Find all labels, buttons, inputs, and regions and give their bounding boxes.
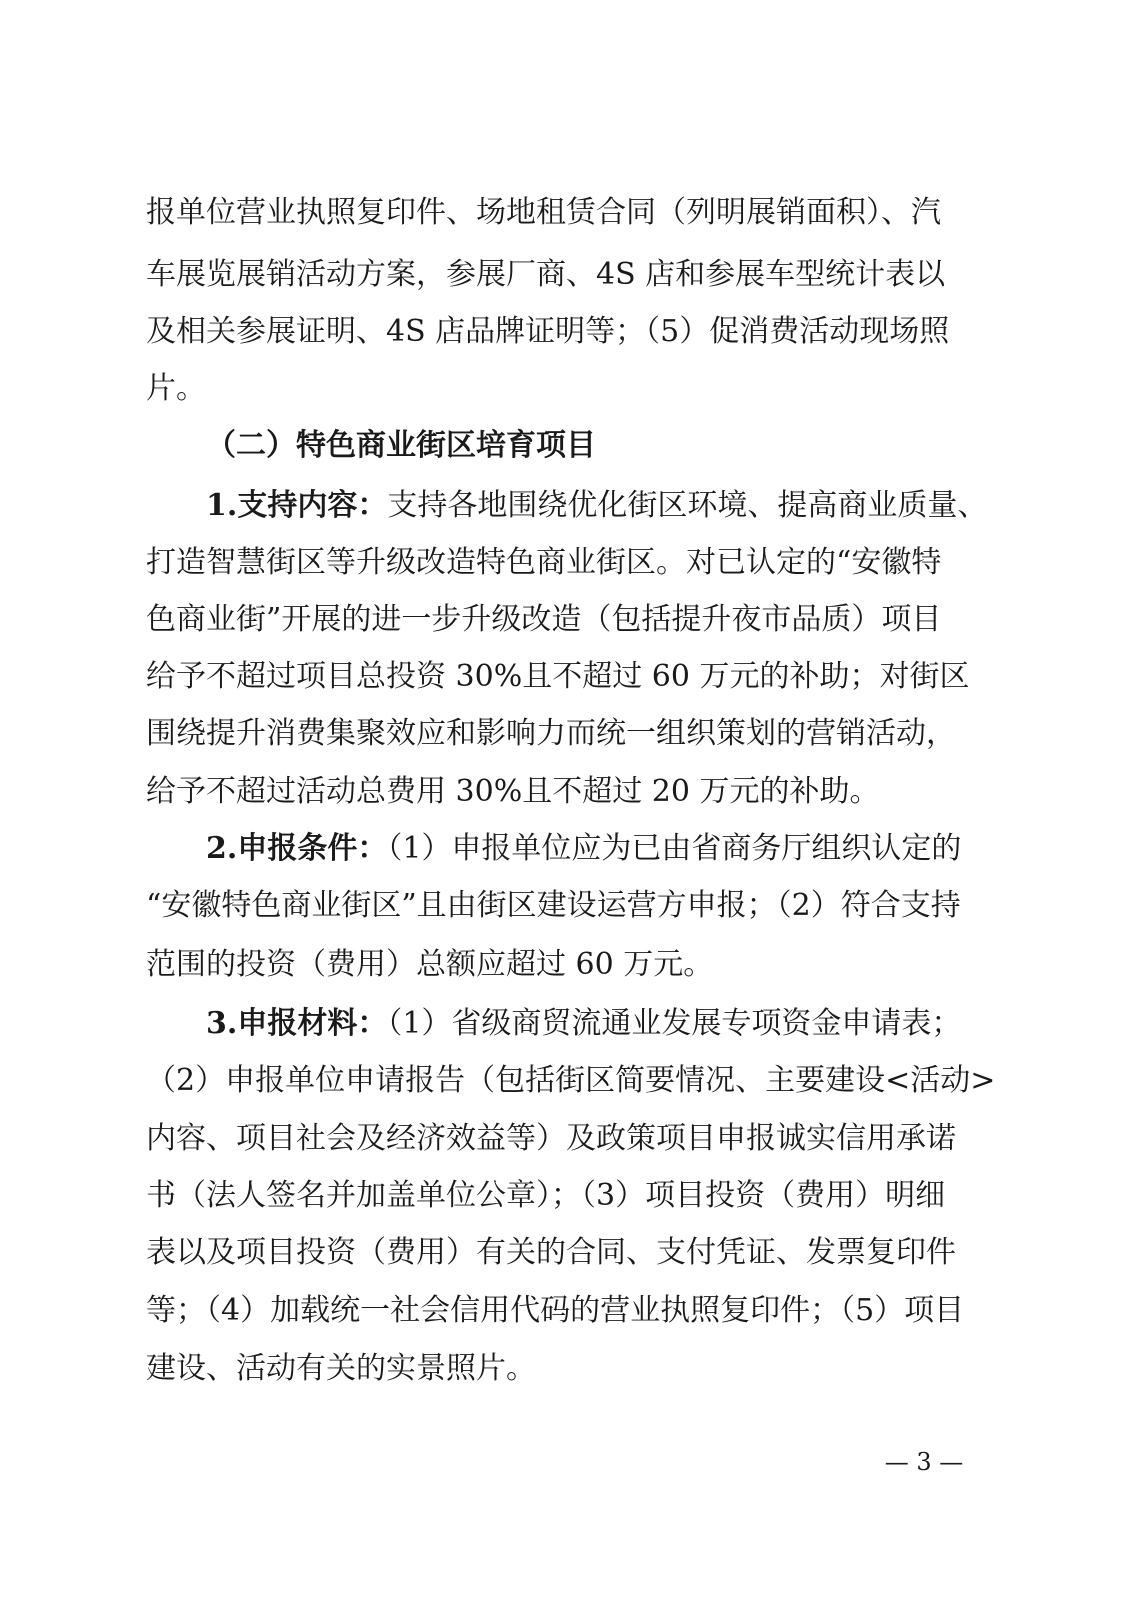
item1-label: 1.支持内容： <box>206 488 388 523</box>
text-line: 表以及项目投资（费用）有关的合同、支付凭证、发票复印件 <box>146 1235 956 1270</box>
text-line: 色商业街”开展的进一步升级改造（包括提升夜市品质）项目 <box>146 602 942 637</box>
page-number: — 3 — <box>884 1448 964 1476</box>
text-line: 建设、活动有关的实景照片。 <box>146 1351 536 1386</box>
item1-first-line <box>206 477 986 535</box>
section-heading: （二）特色商业街区培育项目 <box>206 428 596 463</box>
item3-label: 3.申报材料： <box>206 1006 388 1041</box>
text-line: 围绕提升消费集聚效应和影响力而统一组织策划的营销活动， <box>146 716 956 751</box>
item1-text: 支持各地围绕优化街区环境、提高商业质量、 <box>387 488 988 523</box>
text-line: 书（法人签名并加盖单位公章）；（3）项目投资（费用）明细 <box>146 1178 946 1213</box>
text-line: 内容、项目社会及经济效益等）及政策项目申报诚实信用承诺 <box>146 1121 956 1156</box>
item2-text: （1）申报单位应为已由省商务厅组织认定的 <box>387 831 962 866</box>
text-line: 片。 <box>146 371 206 406</box>
text-line: “安徽特色商业街区”且由街区建设运营方申报；（2）符合支持 <box>146 888 961 923</box>
text-line: 给予不超过活动总费用 30%且不超过 20 万元的补助。 <box>146 774 880 809</box>
item2-first-line <box>206 820 986 878</box>
text-line: 报单位营业执照复印件、场地租赁合同（列明展销面积）、汽 <box>146 195 941 230</box>
text-line: 等；（4）加载统一社会信用代码的营业执照复印件；（5）项目 <box>146 1293 965 1328</box>
item2-label: 2.申报条件： <box>206 831 388 866</box>
text-line: 范围的投资（费用）总额应超过 60 万元。 <box>146 947 714 982</box>
text-line: 打造智慧街区等升级改造特色商业街区。对已认定的“安徽特 <box>146 545 942 580</box>
text-line: 车展览展销活动方案，参展厂商、4S 店和参展车型统计表以 <box>146 257 946 292</box>
item3-text: （1）省级商贸流通业发展专项资金申请表； <box>387 1006 962 1041</box>
text-line: （2）申报单位申请报告（包括街区简要情况、主要建设<活动> <box>146 1063 996 1098</box>
text-line: 给予不超过项目总投资 30%且不超过 60 万元的补助；对街区 <box>146 659 970 694</box>
item3-first-line <box>206 995 986 1053</box>
text-line: 及相关参展证明、4S 店品牌证明等；（5）促消费活动现场照 <box>146 314 950 349</box>
